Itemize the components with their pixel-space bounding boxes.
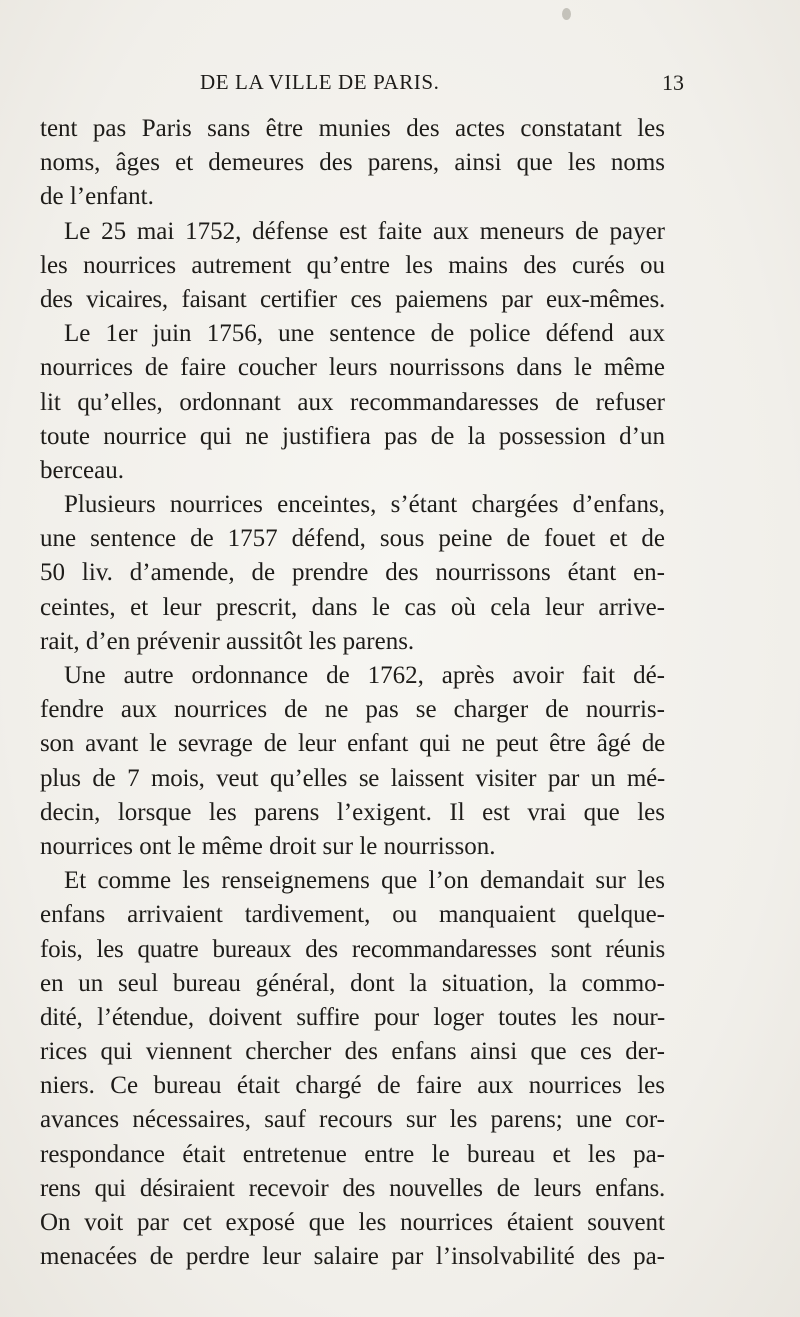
text-line: Une autre ordonnance de 1762, après avoir fait dé- xyxy=(64,662,665,689)
text-line: menacées de perdre leur salaire par l’insolvabilité des pa- xyxy=(40,1243,665,1271)
text-line: en un seul bureau général, dont la situation, la commo- xyxy=(40,969,665,997)
text-line: berceau. xyxy=(40,456,124,484)
text-line: enfans arrivaient tardivement, ou manquaient quelque- xyxy=(40,901,665,929)
text-line: Et comme les renseignemens que l’on demandait sur les xyxy=(64,867,665,895)
text-line: nourrices de faire coucher leurs nourrissons dans le même xyxy=(40,354,665,382)
text-line: 50 liv. d’amende, de prendre des nourrissons étant en- xyxy=(40,559,665,587)
text-line: des vicaires, faisant certifier ces paiemens par eux-mêmes. xyxy=(40,285,665,313)
text-line: rices qui viennent chercher des enfans ainsi que ces der- xyxy=(40,1038,665,1066)
text-line: rait, d’en prévenir aussitôt les parens. xyxy=(40,627,415,655)
text-line: lit qu’elles, ordonnant aux recommandaresses de refuser xyxy=(40,388,665,416)
text-line: Le 25 mai 1752, défense est faite aux meneurs de payer xyxy=(64,217,665,245)
text-line: decin, lorsque les parens l’exigent. Il est vrai que les xyxy=(40,798,665,826)
text-line: de l’enfant. xyxy=(40,183,154,211)
text-line: son avant le sevrage de leur enfant qui ne peut être âgé de xyxy=(40,730,665,758)
text-line: respondance était entretenue entre le bureau et les pa- xyxy=(40,1140,665,1168)
text-line: dité, l’étendue, doivent suffire pour loger toutes les nour- xyxy=(40,1003,665,1031)
ink-spot xyxy=(562,8,571,20)
text-line: tent pas Paris sans être munies des actes constatant les xyxy=(40,115,665,142)
text-line: On voit par cet exposé que les nourrices étaient souvent xyxy=(40,1209,665,1236)
running-head: DE LA VILLE DE PARIS. xyxy=(200,70,440,94)
text-line: niers. Ce bureau était chargé de faire aux nourrices les xyxy=(40,1072,665,1100)
body-text xyxy=(40,112,665,1274)
text-line: plus de 7 mois, veut qu’elles se laissent visiter par un mé- xyxy=(40,764,665,792)
text-line: avances nécessaires, sauf recours sur les parens; une cor- xyxy=(40,1106,665,1134)
text-line: les nourrices autrement qu’entre les mains des curés ou xyxy=(40,251,665,279)
text-line: Le 1er juin 1756, une sentence de police défend aux xyxy=(64,320,665,348)
text-line: rens qui désiraient recevoir des nouvelles de leurs enfans. xyxy=(40,1174,665,1202)
text-line: fois, les quatre bureaux des recommandaresses sont réunis xyxy=(40,935,665,963)
text-line: Plusieurs nourrices enceintes, s’étant chargées d’enfans, xyxy=(64,491,665,519)
page-header xyxy=(200,70,684,106)
text-line: fendre aux nourrices de ne pas se charger de nourris- xyxy=(40,696,665,724)
text-line: noms, âges et demeures des parens, ainsi que les noms xyxy=(40,149,665,177)
text-line: nourrices ont le même droit sur le nourrisson. xyxy=(40,832,496,860)
text-line: ceintes, et leur prescrit, dans le cas où cela leur arrive- xyxy=(40,593,665,621)
text-line: toute nourrice qui ne justifiera pas de la possession d’un xyxy=(40,422,665,450)
text-line: une sentence de 1757 défend, sous peine de fouet et de xyxy=(40,525,665,553)
page-number: 13 xyxy=(662,70,684,95)
